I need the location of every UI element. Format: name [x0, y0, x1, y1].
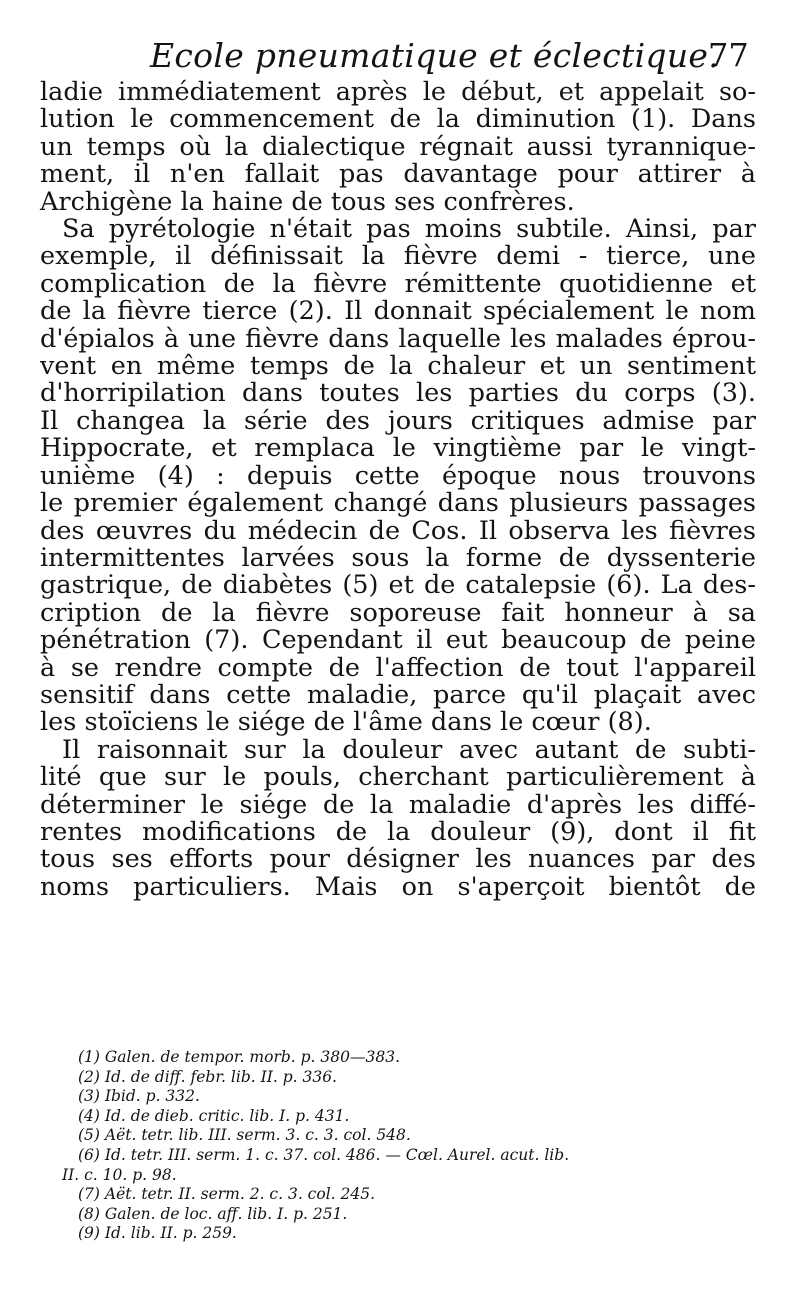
footnote: (7) Aët. tetr. II. serm. 2. c. 3. col. 245.	[78, 1185, 376, 1204]
text-line: des œuvres du médecin de Cos. Il observa les fièvres	[40, 515, 756, 546]
text-line: sensitif dans cette maladie, parce qu'il plaçait avec	[40, 679, 756, 710]
text-line: Archigène la haine de tous ses confrères.	[40, 186, 575, 217]
text-line: tous ses efforts pour désigner les nuances par des	[40, 844, 756, 875]
text-line: lité que sur le pouls, cherchant particulièrement à	[40, 762, 756, 793]
footnote: (5) Aët. tetr. lib. III. serm. 3. c. 3. col. 548.	[78, 1126, 411, 1145]
text-line: le premier également changé dans plusieurs passages	[40, 488, 756, 519]
text-line: exemple, il définissait la fièvre demi - tierce, une	[40, 241, 756, 272]
text-line: vent en même temps de la chaleur et un sentiment	[40, 351, 756, 382]
text-line: ladie immédiatement après le début, et appelait so-	[40, 77, 756, 107]
footnote: (8) Galen. de loc. aff. lib. I. p. 251.	[78, 1204, 348, 1223]
footnote: (6) Id. tetr. III. serm. 1. c. 37. col. 486. — Cœl. Aurel. acut. lib.	[78, 1145, 570, 1164]
text-line: à se rendre compte de l'affection de tout l'appareil	[40, 652, 756, 683]
footnote: (4) Id. de dieb. critic. lib. I. p. 431.	[78, 1106, 350, 1125]
page-number: 77	[708, 36, 749, 74]
text-line: d'épialos à une fièvre dans laquelle les malades éprou-	[40, 323, 756, 354]
text-line: les stoïciens le siége de l'âme dans le cœur (8).	[40, 707, 652, 738]
text-line: un temps où la dialectique régnait aussi tyrannique-	[40, 131, 756, 162]
text-line: lution le commencement de la diminution (1). Dans	[40, 104, 756, 135]
footnote: (3) Ibid. p. 332.	[78, 1087, 200, 1106]
text-line: gastrique, de diabètes (5) et de catalepsie (6). La des-	[40, 570, 756, 601]
text-line: de la fièvre tierce (2). Il donnait spécialement le nom	[40, 296, 756, 327]
footnotes	[62, 1048, 768, 1244]
footnote: II. c. 10. p. 98.	[62, 1165, 177, 1184]
text-line: intermittentes larvées sous la forme de dyssenterie	[40, 542, 756, 573]
text-line: noms particuliers. Mais on s'aperçoit bientôt de	[40, 871, 756, 902]
text-line: complication de la fièvre rémittente quotidienne et	[40, 268, 756, 299]
body-text	[40, 79, 756, 901]
footnote: (2) Id. de diff. febr. lib. II. p. 336.	[78, 1067, 337, 1086]
text-line: ment, il n'en fallait pas davantage pour attirer à	[40, 159, 756, 190]
text-line: rentes modifications de la douleur (9), dont il fit	[40, 816, 756, 847]
text-line: Il raisonnait sur la douleur avec autant de subti-	[62, 734, 756, 765]
text-line: cription de la fièvre soporeuse fait honneur à sa	[40, 597, 756, 628]
text-line: unième (4) : depuis cette époque nous trouvons	[40, 460, 756, 491]
text-line: Sa pyrétologie n'était pas moins subtile. Ainsi, par	[62, 214, 756, 245]
text-line: déterminer le siége de la maladie d'après les diffé-	[40, 789, 756, 820]
footnote: (1) Galen. de tempor. morb. p. 380—383.	[78, 1048, 400, 1066]
text-line: Hippocrate, et remplaca le vingtième par le vingt-	[40, 433, 756, 464]
footnote: (9) Id. lib. II. p. 259.	[78, 1224, 237, 1243]
text-line: pénétration (7). Cependant il eut beaucoup de peine	[40, 625, 756, 656]
text-line: Il changea la série des jours critiques admise par	[40, 405, 756, 436]
text-line: d'horripilation dans toutes les parties du corps (3).	[40, 378, 756, 409]
running-title: Ecole pneumatique et éclectique.	[150, 36, 720, 75]
